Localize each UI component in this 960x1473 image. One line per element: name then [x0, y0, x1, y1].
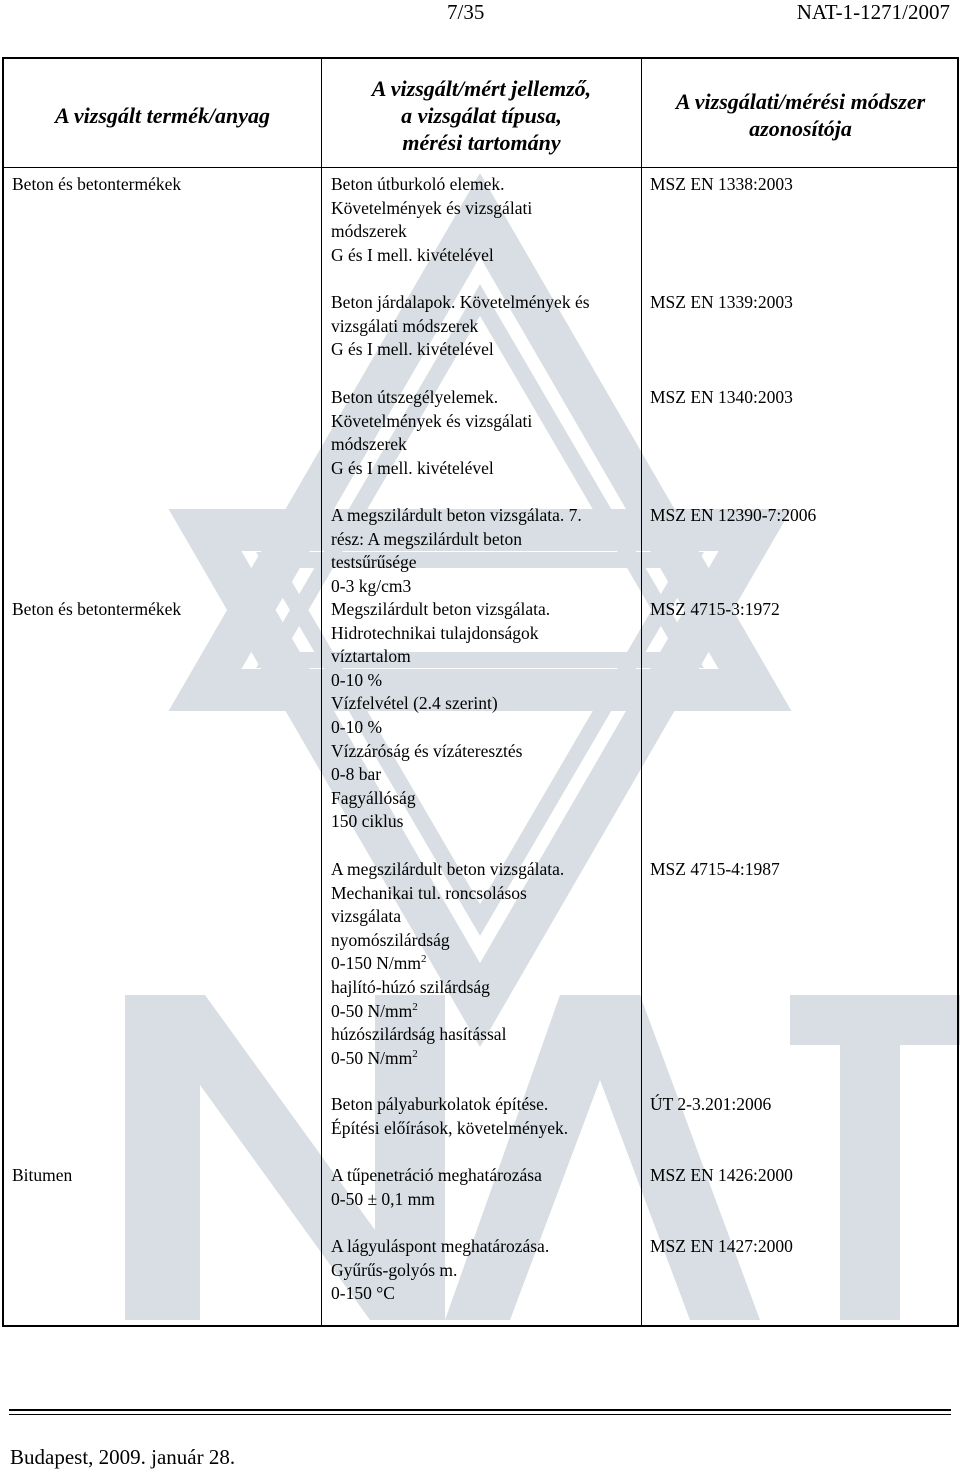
property-line: G és I mell. kivételével: [331, 244, 494, 265]
header-method-line: A vizsgálati/mérési módszer: [675, 89, 926, 114]
property-line: [331, 952, 564, 976]
property-line: vizsgálati módszerek: [331, 315, 479, 336]
property-line: módszerek: [331, 434, 407, 455]
superscript: 2: [412, 1000, 418, 1013]
property-line: víztartalom: [331, 646, 411, 667]
property-line: Követelmények és vizsgálati: [331, 197, 533, 218]
header-method-line: azonosítója: [749, 116, 852, 141]
property-description: [331, 173, 532, 267]
product-label: Bitumen: [12, 1165, 73, 1185]
header-method: [642, 88, 959, 142]
property-line: [331, 1000, 564, 1024]
value-text: 0-150 N/mm: [331, 953, 421, 974]
property-line: rész: A megszilárdult beton: [331, 528, 522, 549]
header-property-line: a vizsgálat típusa,: [401, 103, 562, 128]
footer-rule: [9, 1409, 951, 1411]
property-line: Beton járdalapok. Követelmények és: [331, 292, 590, 312]
superscript: 2: [412, 1047, 418, 1060]
column-divider: [321, 59, 322, 1325]
property-line: nyomószilárdság: [331, 929, 450, 950]
document-id: NAT-1-1271/2007: [796, 0, 950, 24]
property-line: 0-10 %: [331, 669, 383, 690]
property-line: testsűrűsége: [331, 552, 417, 573]
property-line: Megszilárdult beton vizsgálata.: [331, 599, 551, 619]
property-description: [331, 598, 550, 834]
method-id: MSZ EN 12390-7:2006: [650, 505, 817, 525]
property-description: [331, 504, 582, 598]
header-property-line: mérési tartomány: [402, 130, 561, 155]
property-line: Építési előírások, követelmények.: [331, 1117, 569, 1138]
property-line: Vízzáróság és vízáteresztés: [331, 740, 523, 761]
property-line: Mechanikai tul. roncsolásos: [331, 882, 527, 903]
property-line: Beton útburkoló elemek.: [331, 174, 505, 194]
property-line: 0-10 %: [331, 716, 383, 737]
property-line: Követelmények és vizsgálati: [331, 410, 533, 431]
method-id: MSZ EN 1427:2000: [650, 1236, 793, 1256]
method-id: MSZ 4715-4:1987: [650, 859, 780, 879]
footer-date: Budapest, 2009. január 28.: [10, 1445, 236, 1469]
header-divider: [4, 167, 957, 168]
header-property-line: A vizsgált/mért jellemző,: [371, 76, 592, 101]
property-description: [331, 1093, 568, 1140]
property-line: 0-8 bar: [331, 764, 382, 785]
property-line: hajlító-húzó szilárdság: [331, 976, 490, 997]
product-label: Beton és betontermékek: [12, 174, 182, 194]
property-line: 150 ciklus: [331, 811, 404, 832]
property-line: G és I mell. kivételével: [331, 339, 494, 360]
property-line: Fagyállóság: [331, 787, 416, 808]
property-line: A tűpenetráció meghatározása: [331, 1165, 542, 1185]
method-id: MSZ EN 1338:2003: [650, 174, 793, 194]
property-line: Gyűrűs-golyós m.: [331, 1259, 458, 1280]
property-line: vizsgálata: [331, 906, 401, 927]
property-description: [331, 858, 564, 1070]
column-divider: [641, 59, 642, 1325]
property-line: A megszilárdult beton vizsgálata.: [331, 859, 565, 879]
property-line: Vízfelvétel (2.4 szerint): [331, 693, 498, 714]
method-id: MSZ 4715-3:1972: [650, 599, 780, 619]
property-line: [331, 1047, 564, 1071]
property-line: 0-50 ± 0,1 mm: [331, 1188, 435, 1209]
property-description: [331, 1235, 549, 1306]
product-label: Beton és betontermékek: [12, 599, 182, 619]
accreditation-table: [2, 57, 959, 1327]
property-description: [331, 1164, 542, 1211]
property-line: A megszilárdult beton vizsgálata. 7.: [331, 505, 582, 525]
page-number: 7/35: [447, 0, 485, 24]
method-id: ÚT 2-3.201:2006: [650, 1094, 772, 1114]
property-line: húzószilárdság hasítással: [331, 1024, 507, 1045]
property-description: [331, 386, 532, 480]
header-property: [322, 75, 641, 156]
property-line: Hidrotechnikai tulajdonságok: [331, 622, 539, 643]
property-line: módszerek: [331, 221, 407, 242]
method-id: MSZ EN 1339:2003: [650, 292, 793, 312]
footer-rule: [9, 1414, 951, 1415]
value-text: 0-50 N/mm: [331, 1047, 413, 1068]
property-line: 0-150 °C: [331, 1283, 395, 1304]
property-line: A lágyuláspont meghatározása.: [331, 1236, 550, 1256]
superscript: 2: [420, 953, 427, 966]
method-id: MSZ EN 1340:2003: [650, 387, 793, 407]
property-line: Beton pályaburkolatok építése.: [331, 1094, 549, 1114]
property-description: [331, 291, 590, 362]
value-text: 0-50 N/mm: [331, 1000, 413, 1021]
method-id: MSZ EN 1426:2000: [650, 1165, 793, 1185]
property-line: G és I mell. kivételével: [331, 457, 494, 478]
property-line: Beton útszegélyelemek.: [331, 387, 499, 407]
header-product: A vizsgált termék/anyag: [54, 103, 271, 128]
property-line: 0-3 kg/cm3: [331, 575, 412, 596]
